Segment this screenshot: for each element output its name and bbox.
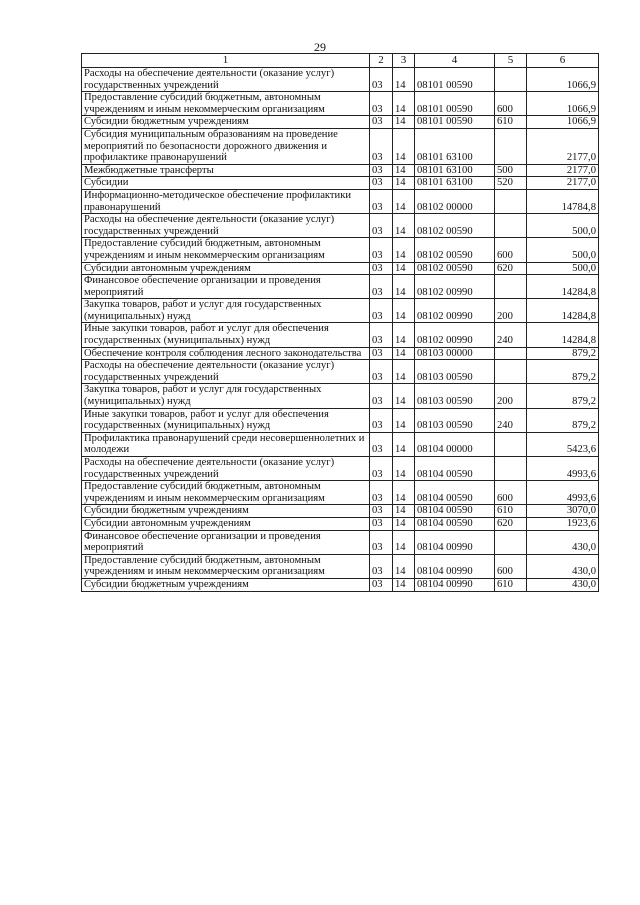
target-article-cell: 08103 00590: [415, 408, 495, 432]
amount-cell: 430,0: [527, 530, 599, 554]
subsection-cell: 14: [393, 177, 415, 190]
target-article-cell: 08102 00990: [415, 299, 495, 323]
expense-type-cell: 600: [495, 554, 527, 578]
section-cell: 03: [370, 189, 393, 213]
table-row: [82, 505, 599, 518]
expense-type-cell: 620: [495, 517, 527, 530]
expense-type-cell: [495, 128, 527, 164]
expense-type-cell: [495, 457, 527, 481]
target-article-cell: 08103 00590: [415, 360, 495, 384]
item-name-cell: Расходы на обеспечение деятельности (оказание услуг) государственных учреждений: [82, 68, 370, 92]
subsection-cell: 14: [393, 299, 415, 323]
budget-table: [81, 53, 599, 592]
expense-type-cell: 520: [495, 177, 527, 190]
expense-type-cell: 600: [495, 238, 527, 262]
subsection-cell: 14: [393, 578, 415, 591]
item-name-cell: Субсидии автономным учреждениям: [82, 517, 370, 530]
table-row: [82, 116, 599, 129]
item-name-cell: Профилактика правонарушений среди несовершеннолетних и молодежи: [82, 432, 370, 456]
amount-cell: 14284,8: [527, 299, 599, 323]
section-cell: 03: [370, 578, 393, 591]
expense-type-cell: [495, 360, 527, 384]
section-cell: 03: [370, 275, 393, 299]
section-cell: 03: [370, 505, 393, 518]
item-name-cell: Закупка товаров, работ и услуг для государственных (муниципальных) нужд: [82, 299, 370, 323]
target-article-cell: 08102 00990: [415, 323, 495, 347]
expense-type-cell: [495, 347, 527, 360]
amount-cell: 1066,9: [527, 68, 599, 92]
item-name-cell: Закупка товаров, работ и услуг для государственных (муниципальных) нужд: [82, 384, 370, 408]
item-name-cell: Межбюджетные трансферты: [82, 164, 370, 177]
section-cell: 03: [370, 530, 393, 554]
section-cell: 03: [370, 116, 393, 129]
section-cell: 03: [370, 408, 393, 432]
item-name-cell: Субсидия муниципальным образованиям на проведение мероприятий по безопасности дорожного движения и профилактике правонарушений: [82, 128, 370, 164]
item-name-cell: Иные закупки товаров, работ и услуг для обеспечения государственных (муниципальных) нужд: [82, 323, 370, 347]
target-article-cell: 08101 63100: [415, 128, 495, 164]
header-cell: 2: [370, 54, 393, 68]
section-cell: 03: [370, 164, 393, 177]
subsection-cell: 14: [393, 384, 415, 408]
subsection-cell: 14: [393, 214, 415, 238]
table-row: [82, 238, 599, 262]
item-name-cell: Предоставление субсидий бюджетным, автономным учреждениям и иным некоммерческим организациям: [82, 481, 370, 505]
item-name-cell: Предоставление субсидий бюджетным, автономным учреждениям и иным некоммерческим организациям: [82, 238, 370, 262]
section-cell: 03: [370, 262, 393, 275]
expense-type-cell: 200: [495, 384, 527, 408]
amount-cell: 14284,8: [527, 275, 599, 299]
table-row: [82, 189, 599, 213]
target-article-cell: 08104 00590: [415, 517, 495, 530]
header-cell: 5: [495, 54, 527, 68]
section-cell: 03: [370, 347, 393, 360]
table-row: [82, 164, 599, 177]
item-name-cell: Субсидии бюджетным учреждениям: [82, 578, 370, 591]
amount-cell: 3070,0: [527, 505, 599, 518]
amount-cell: 430,0: [527, 578, 599, 591]
table-row: [82, 128, 599, 164]
table-row: [82, 384, 599, 408]
item-name-cell: Финансовое обеспечение организации и проведения мероприятий: [82, 275, 370, 299]
table-row: [82, 347, 599, 360]
amount-cell: 4993,6: [527, 481, 599, 505]
item-name-cell: Информационно-методическое обеспечение профилактики правонарушений: [82, 189, 370, 213]
table-row: [82, 517, 599, 530]
section-cell: 03: [370, 360, 393, 384]
header-cell: 3: [393, 54, 415, 68]
target-article-cell: 08101 00590: [415, 92, 495, 116]
amount-cell: 500,0: [527, 238, 599, 262]
header-cell: 1: [82, 54, 370, 68]
table-row: [82, 457, 599, 481]
item-name-cell: Предоставление субсидий бюджетным, автономным учреждениям и иным некоммерческим организациям: [82, 92, 370, 116]
amount-cell: 879,2: [527, 408, 599, 432]
section-cell: 03: [370, 214, 393, 238]
subsection-cell: 14: [393, 116, 415, 129]
expense-type-cell: 610: [495, 578, 527, 591]
subsection-cell: 14: [393, 457, 415, 481]
amount-cell: 14784,8: [527, 189, 599, 213]
header-cell: 6: [527, 54, 599, 68]
subsection-cell: 14: [393, 238, 415, 262]
amount-cell: 879,2: [527, 360, 599, 384]
target-article-cell: 08104 00990: [415, 530, 495, 554]
subsection-cell: 14: [393, 554, 415, 578]
amount-cell: 4993,6: [527, 457, 599, 481]
section-cell: 03: [370, 177, 393, 190]
header-row: [82, 54, 599, 68]
section-cell: 03: [370, 481, 393, 505]
amount-cell: 1923,6: [527, 517, 599, 530]
target-article-cell: 08102 00590: [415, 238, 495, 262]
target-article-cell: 08104 00000: [415, 432, 495, 456]
page-number: 29: [314, 40, 326, 54]
expense-type-cell: [495, 189, 527, 213]
target-article-cell: 08104 00990: [415, 554, 495, 578]
amount-cell: 430,0: [527, 554, 599, 578]
section-cell: 03: [370, 92, 393, 116]
item-name-cell: Субсидии бюджетным учреждениям: [82, 116, 370, 129]
subsection-cell: 14: [393, 92, 415, 116]
section-cell: 03: [370, 384, 393, 408]
amount-cell: 1066,9: [527, 116, 599, 129]
amount-cell: 2177,0: [527, 128, 599, 164]
target-article-cell: 08101 00590: [415, 116, 495, 129]
section-cell: 03: [370, 299, 393, 323]
table-row: [82, 323, 599, 347]
section-cell: 03: [370, 432, 393, 456]
item-name-cell: Обеспечение контроля соблюдения лесного законодательства: [82, 347, 370, 360]
subsection-cell: 14: [393, 347, 415, 360]
expense-type-cell: 610: [495, 116, 527, 129]
table-row: [82, 275, 599, 299]
expense-type-cell: 240: [495, 323, 527, 347]
amount-cell: 5423,6: [527, 432, 599, 456]
target-article-cell: 08104 00590: [415, 505, 495, 518]
target-article-cell: 08102 00590: [415, 262, 495, 275]
subsection-cell: 14: [393, 164, 415, 177]
target-article-cell: 08102 00000: [415, 189, 495, 213]
table-row: [82, 408, 599, 432]
table-row: [82, 554, 599, 578]
item-name-cell: Субсидии: [82, 177, 370, 190]
subsection-cell: 14: [393, 262, 415, 275]
amount-cell: 2177,0: [527, 164, 599, 177]
expense-type-cell: 200: [495, 299, 527, 323]
expense-type-cell: [495, 530, 527, 554]
item-name-cell: Расходы на обеспечение деятельности (оказание услуг) государственных учреждений: [82, 214, 370, 238]
subsection-cell: 14: [393, 68, 415, 92]
section-cell: 03: [370, 457, 393, 481]
target-article-cell: 08101 63100: [415, 164, 495, 177]
header-cell: 4: [415, 54, 495, 68]
expense-type-cell: 240: [495, 408, 527, 432]
subsection-cell: 14: [393, 189, 415, 213]
item-name-cell: Предоставление субсидий бюджетным, автономным учреждениям и иным некоммерческим организациям: [82, 554, 370, 578]
subsection-cell: 14: [393, 517, 415, 530]
subsection-cell: 14: [393, 128, 415, 164]
target-article-cell: 08101 00590: [415, 68, 495, 92]
section-cell: 03: [370, 554, 393, 578]
target-article-cell: 08102 00990: [415, 275, 495, 299]
target-article-cell: 08102 00590: [415, 214, 495, 238]
section-cell: 03: [370, 128, 393, 164]
item-name-cell: Расходы на обеспечение деятельности (оказание услуг) государственных учреждений: [82, 457, 370, 481]
table-row: [82, 177, 599, 190]
amount-cell: 879,2: [527, 384, 599, 408]
table-row: [82, 530, 599, 554]
expense-type-cell: [495, 214, 527, 238]
amount-cell: 14284,8: [527, 323, 599, 347]
subsection-cell: 14: [393, 360, 415, 384]
amount-cell: 1066,9: [527, 92, 599, 116]
expense-type-cell: [495, 275, 527, 299]
subsection-cell: 14: [393, 505, 415, 518]
item-name-cell: Расходы на обеспечение деятельности (оказание услуг) государственных учреждений: [82, 360, 370, 384]
table-row: [82, 68, 599, 92]
expense-type-cell: [495, 432, 527, 456]
table-row: [82, 214, 599, 238]
amount-cell: 879,2: [527, 347, 599, 360]
section-cell: 03: [370, 68, 393, 92]
expense-type-cell: 600: [495, 481, 527, 505]
section-cell: 03: [370, 517, 393, 530]
expense-type-cell: 500: [495, 164, 527, 177]
target-article-cell: 08103 00590: [415, 384, 495, 408]
table-row: [82, 92, 599, 116]
amount-cell: 500,0: [527, 214, 599, 238]
expense-type-cell: 620: [495, 262, 527, 275]
expense-type-cell: [495, 68, 527, 92]
table-row: [82, 578, 599, 591]
expense-type-cell: 610: [495, 505, 527, 518]
item-name-cell: Субсидии бюджетным учреждениям: [82, 505, 370, 518]
expense-type-cell: 600: [495, 92, 527, 116]
subsection-cell: 14: [393, 432, 415, 456]
subsection-cell: 14: [393, 408, 415, 432]
item-name-cell: Иные закупки товаров, работ и услуг для обеспечения государственных (муниципальных) нужд: [82, 408, 370, 432]
table-row: [82, 262, 599, 275]
section-cell: 03: [370, 238, 393, 262]
target-article-cell: 08104 00990: [415, 578, 495, 591]
table-row: [82, 481, 599, 505]
target-article-cell: 08104 00590: [415, 481, 495, 505]
subsection-cell: 14: [393, 481, 415, 505]
target-article-cell: 08103 00000: [415, 347, 495, 360]
subsection-cell: 14: [393, 530, 415, 554]
item-name-cell: Субсидии автономным учреждениям: [82, 262, 370, 275]
subsection-cell: 14: [393, 275, 415, 299]
target-article-cell: 08104 00590: [415, 457, 495, 481]
target-article-cell: 08101 63100: [415, 177, 495, 190]
subsection-cell: 14: [393, 323, 415, 347]
table-row: [82, 299, 599, 323]
table-row: [82, 432, 599, 456]
amount-cell: 500,0: [527, 262, 599, 275]
item-name-cell: Финансовое обеспечение организации и проведения мероприятий: [82, 530, 370, 554]
amount-cell: 2177,0: [527, 177, 599, 190]
table-row: [82, 360, 599, 384]
section-cell: 03: [370, 323, 393, 347]
